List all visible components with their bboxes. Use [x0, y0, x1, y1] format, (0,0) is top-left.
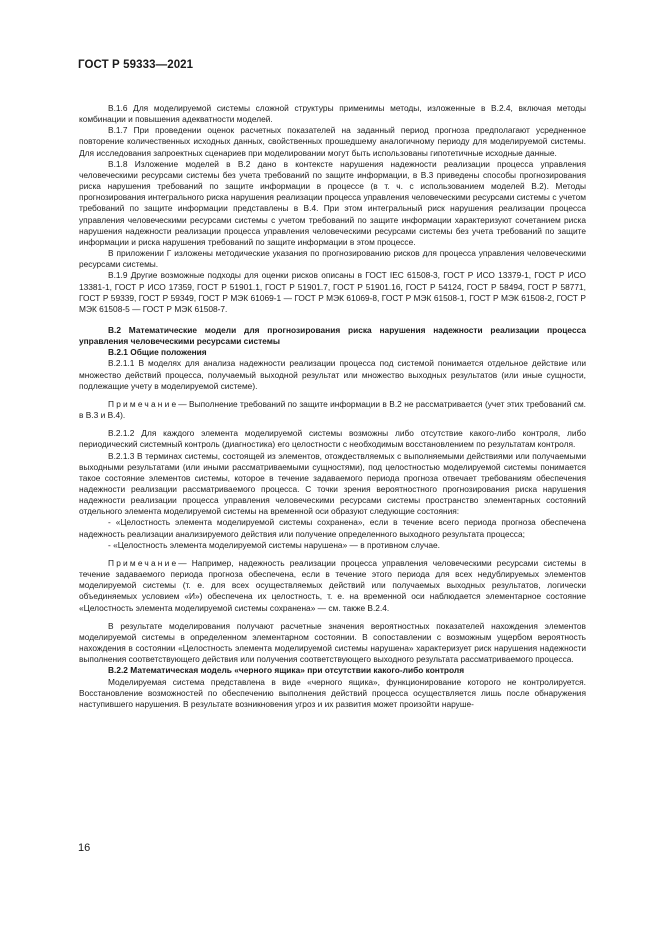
list-item-integrity-violated: - «Целостность элемента моделируемой системы нарушена» — в противном случае. — [108, 539, 440, 550]
section-heading-b-2: В.2 Математические модели для прогнозирования риска нарушения надежности реализации процесса управления человеческими ресурсами системы — [79, 324, 586, 347]
paragraph-black-box: Моделируемая система представлена в виде «черного ящика», функционирование которого не контролируется. Восстановление возможностей по обеспечению выполнения действий процесса осуществляется лишь после обнаружения наступившего нарушения. В результате возникновения угроз и их развития может произойти наруше- — [79, 676, 586, 709]
paragraph-modeling-result: В результате моделирования получают расчетные значения вероятностных показателей нахождения элементов моделируемой системы в определенном элементарном состоянии. В сопоставлении с возможным ущербом вероятность нахождения в состоянии «Целостность элемента моделируемой системы нарушена» характеризует риск нарушения надежности выполнения соответствующего действия или получения соответствующего выходного результата рассматриваемого процесса. — [79, 620, 586, 665]
paragraph-b-2-1-3: В.2.1.3 В терминах системы, состоящей из элементов, отождествляемых с выполняемыми действиями или получаемыми выходными результатами (или иными рассматриваемыми сущностями), под целостностью моделируемой системы понимается такое состояние элементов системы, которое в течение задаваемого периода прогноза отвечает требованиям обеспечения надежности реализации рассматриваемого процесса. С точки зрения вероятностного прогнозирования риска нарушения надежности реализации процесса управления человеческими ресурсами системы пространство элементарных состояний отдельного элемента моделируемой системы на временной оси образуют следующие состояния: — [79, 450, 586, 517]
document-header: ГОСТ Р 59333—2021 — [78, 59, 194, 71]
note-1 — [79, 399, 586, 421]
paragraph-b-1-7: В.1.7 При проведении оценок расчетных показателей на заданный период прогноза предполагают усредненное повторение количественных исходных данных, свойственных прошедшему аналогичному периоду для моделируемой системы. Для исследования запроектных сценариев при моделировании могут быть использованы гипотетичные исходные данные. — [79, 125, 586, 158]
note-label: Примечание — [108, 398, 179, 409]
note-2 — [79, 558, 586, 614]
paragraph-b-2-1-1: В.2.1.1 В моделях для анализа надежности реализации процесса под системой понимается отдельное действие или множество действий процесса, получаемый выходной результат или множество выходных результатов (или иные сущности, подлежащие учету в моделируемой системе). — [79, 358, 586, 391]
paragraph-appendix-g: В приложении Г изложены методические указания по прогнозированию рисков для процесса управления человеческими ресурсами системы. — [79, 248, 586, 270]
page-body — [79, 103, 586, 710]
note-text: — Например, надежность реализации процесса управления человеческими ресурсами системы в течение задаваемого периода прогноза обеспечена, если в течение этого периода для всех недублируемых элементов моделируемой системы (т. е. для всех осуществляемых действий или получаемых выходных результатов, логически объединяемых условием «И») обеспечена их целостность, т. е. на временной оси наблюдается элементарное состояние «Целостность элемента моделируемой системы сохранена» — см. также В.2.4. — [79, 557, 586, 613]
paragraph-b-1-9: В.1.9 Другие возможные подходы для оценки рисков описаны в ГОСТ IEC 61508-3, ГОСТ Р ИСО 13379-1, ГОСТ Р ИСО 13381-1, ГОСТ Р ИСО 17359, ГОСТ Р 51901.1, ГОСТ Р 51901.7, ГОСТ Р 51901.16, ГОСТ Р 54124, ГОСТ Р 58494, ГОСТ Р 58771, ГОСТ Р 59339, ГОСТ Р 59349, ГОСТ Р МЭК 61069-1 — ГОСТ Р МЭК 61069-8, ГОСТ Р МЭК 61508-1, ГОСТ Р МЭК 61508-2, ГОСТ Р МЭК 61508-5 — ГОСТ Р МЭК 61508-7. — [79, 270, 586, 314]
paragraph-b-2-1-2: В.2.1.2 Для каждого элемента моделируемой системы возможны либо отсутствие какого-либо контроля, либо периодический системный контроль (диагностика) его целостности с необходимым восстановлением по результатам контроля. — [79, 428, 586, 450]
note-text: — Выполнение требований по защите информации в В.2 не рассматривается (учет этих требований см. в В.3 и В.4). — [79, 398, 586, 421]
note-label: Примечание — [108, 557, 179, 568]
subsection-heading-b-2-2: В.2.2 Математическая модель «черного ящика» при отсутствии какого-либо контроля — [108, 665, 465, 676]
paragraph-b-1-8: В.1.8 Изложение моделей в В.2 дано в контексте нарушения надежности реализации процесса управления человеческими ресурсами системы без учета требований по защите информации, в В.3 приведены способы прогнозирования риска нарушения требований по защите информации в процессе (в т. ч. с использованием моделей В.2). Методы прогнозирования интегрального риска нарушения реализации процесса управления человеческими ресурсами системы с учетом требований по защите информации представлены в В.4. При этом интегральный риск нарушения реализации процесса управления человеческими ресурсами системы с учетом требований по защите информации характеризуют сочетанием риска нарушения надежности реализации процесса управления человеческими ресурсами системы без учета требований по защите информации и риска нарушения требований по защите информации в этом процессе. — [79, 158, 586, 247]
paragraph-b-1-6: В.1.6 Для моделируемой системы сложной структуры применимы методы, изложенные в В.2.4, включая методы комбинации и повышения адекватности моделей. — [79, 103, 586, 125]
subsection-heading-b-2-1: В.2.1 Общие положения — [108, 347, 207, 358]
page-number: 16 — [78, 842, 91, 854]
list-item-integrity-preserved: - «Целостность элемента моделируемой системы сохранена», если в течение всего периода прогноза обеспечена надежность реализации анализируемого действия или получение определенного выходного результата процесса; — [79, 517, 586, 539]
